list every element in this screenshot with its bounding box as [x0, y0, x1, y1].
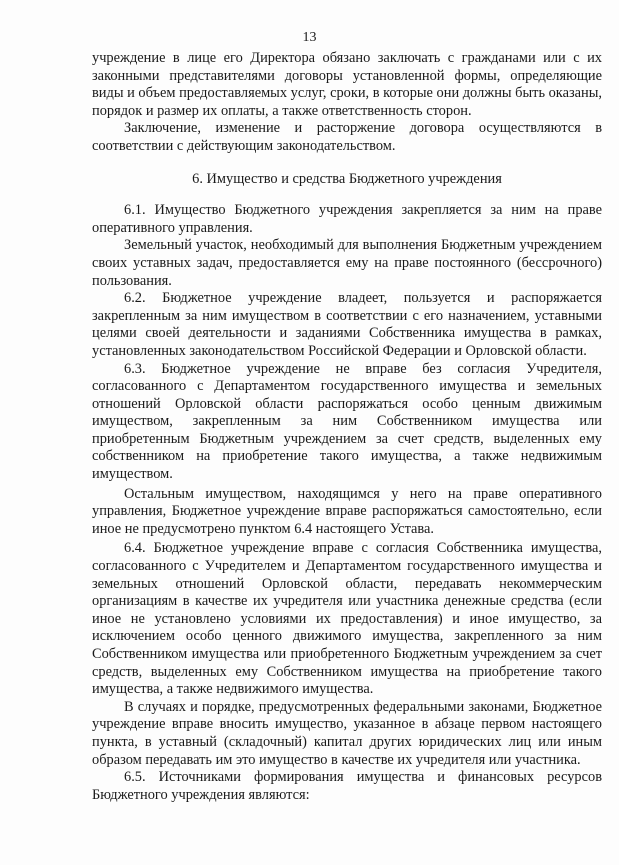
paragraph-land-plot: Земельный участок, необходимый для выполнения Бюджетным учреждением своих уставных задач, предоставляется ему на праве постоянного (бессрочного) пользования.	[92, 237, 602, 289]
paragraph-6-1: 6.1. Имущество Бюджетного учреждения закрепляется за ним на праве оперативного управления.	[92, 202, 602, 236]
paragraph-federal-laws: В случаях и порядке, предусмотренных федеральными законами, Бюджетное учреждение вправе вносить имущество, указанное в абзаце первом настоящего пункта, в уставный (складочный) капитал других юридических лиц или иным образом передавать им это имущество в качестве их учредителя или участника.	[92, 698, 602, 768]
page-number: 13	[302, 30, 317, 45]
paragraph-6-2: 6.2. Бюджетное учреждение владеет, пользуется и распоряжается закрепленным за ним имуществом в соответствии с его назначением, уставными целями своей деятельности и заданиями Собственника имущества в рамках, установленных законодательством Российской Федерации и Орловской области.	[92, 290, 602, 359]
paragraph-contract-continuation: учреждение в лице его Директора обязано заключать с гражданами или с их законными представителями договоры установленной формы, определяющие виды и объем предоставляемых услуг, сроки, в которые они должны быть оказаны, порядок и размер их оплаты, а также ответственность сторон.	[92, 50, 602, 119]
paragraph-contract-changes: Заключение, изменение и расторжение договора осуществляются в соответствии с действующим законодательством.	[92, 120, 602, 154]
paragraph-6-5: 6.5. Источниками формирования имущества и финансовых ресурсов Бюджетного учреждения являются:	[92, 769, 602, 803]
paragraph-6-4: 6.4. Бюджетное учреждение вправе с согласия Собственника имущества, согласованного с Учредителем и Департаментом государственного имущества и земельных отношений Орловской области, передавать некоммерческим организациям в качестве их учредителя или участника денежные средства (если иное не установлено условиями их предоставления) и иное имущество, за исключением особо ценного движимого имущества, закрепленного за ним Собственником имущества или приобретенного Бюджетным учреждением за счет средств, выделенных ему Собственником имущества на приобретение такого имущества, а также недвижимого имущества.	[92, 540, 602, 698]
paragraph-other-property: Остальным имуществом, находящимся у него на праве оперативного управления, Бюджетное учреждение вправе распоряжаться самостоятельно, если иное не предусмотрено пунктом 6.4 настоящего Устава.	[92, 485, 602, 537]
section-heading: 6. Имущество и средства Бюджетного учреждения	[192, 170, 502, 187]
document-body	[92, 50, 602, 804]
paragraph-6-3: 6.3. Бюджетное учреждение не вправе без согласия Учредителя, согласованного с Департаментом государственного имущества и земельных отношений Орловской области распоряжаться особо ценным движимым имуществом, закрепленным за ним Собственником имущества или приобретенным Бюджетным учреждением за счет средств, выделенных ему собственником на приобретение такого имущества, а также недвижимым имуществом.	[92, 360, 602, 483]
